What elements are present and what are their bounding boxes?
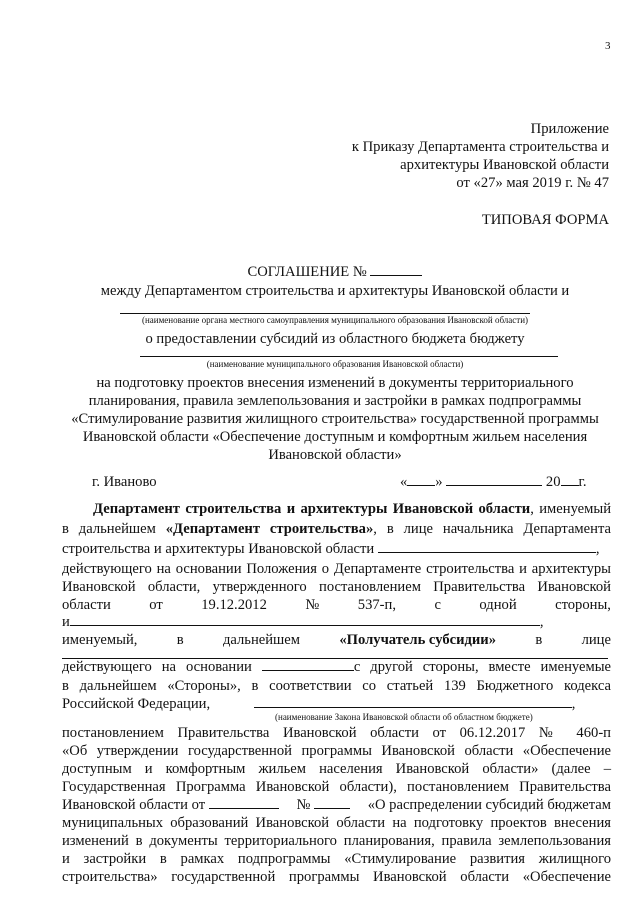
body-line: изменений в документы территориального планирования, правила землепользования	[62, 833, 611, 849]
body-line: муниципальных образований Ивановской области на подготовку проектов внесения	[62, 815, 611, 831]
body-text: Российской Федерации,	[62, 696, 211, 712]
typical-form-label: ТИПОВАЯ ФОРМА	[481, 212, 609, 228]
body-segment	[62, 796, 279, 814]
purpose-line: Ивановской области»	[268, 447, 402, 463]
body-line: постановлением Правительства Ивановской области от 06.12.2017 № 460-п	[62, 725, 611, 741]
body-word: именуемый,	[62, 632, 138, 648]
agreement-number-blank	[370, 263, 422, 276]
body-word: лице	[581, 632, 611, 648]
body-line	[62, 500, 611, 518]
annex-line: Приложение	[530, 121, 609, 137]
agreement-subsidy: о предоставлении субсидий из областного бюджета бюджету	[145, 331, 525, 347]
basis-blank	[262, 658, 354, 671]
fill-line	[120, 313, 530, 314]
body-text: «О распределении субсидий бюджетам	[367, 797, 611, 813]
year-blank	[561, 473, 579, 486]
body-line	[62, 658, 611, 676]
purpose-line: планирования, правила землепользования и застройки в рамках подпрограммы	[88, 393, 582, 409]
body-line: и застройки в рамках подпрограммы «Стимулирование развития жилищного	[62, 851, 611, 867]
body-text: , в лице начальника Департамента	[373, 521, 611, 537]
body-line: Государственная Программа Ивановской области), постановлением Правительства	[62, 779, 611, 795]
body-line	[62, 631, 611, 649]
body-line: доступным и комфортным жильем населения Ивановской области» (далее –	[62, 761, 611, 777]
body-text: и	[62, 614, 70, 630]
body-word: дальнейшем	[222, 632, 301, 648]
body-word: с	[434, 597, 441, 613]
department-short-name: «Департамент строительства»	[165, 521, 374, 537]
agreement-between: между Департаментом строительства и архитектуры Ивановской области и	[100, 283, 570, 299]
body-line: строительства» государственной программы Ивановской области «Обеспечение	[62, 869, 611, 885]
fill-line	[140, 356, 558, 357]
body-word: в	[535, 632, 543, 648]
place: г. Иваново	[92, 474, 157, 490]
caption-budget-law: (наименование Закона Ивановской области об областном бюджете)	[275, 712, 533, 722]
body-word: от	[149, 597, 163, 613]
date-year: 20	[545, 474, 561, 490]
body-line: Ивановской области, утвержденного постановлением Правительства Ивановской	[62, 579, 611, 595]
annex-line: от «27» мая 2019 г. № 47	[456, 175, 609, 191]
body-word: стороны,	[555, 597, 611, 613]
body-text: с другой стороны, вместе именуемые	[353, 659, 611, 675]
decree-date-blank	[209, 796, 279, 809]
body-line: Российской Федерации, ,	[62, 696, 576, 712]
annex-block	[352, 120, 609, 192]
body-word: 537-п,	[357, 597, 396, 613]
date-suffix: г.	[578, 474, 587, 490]
date-field	[400, 473, 587, 491]
caption-municipality: (наименование муниципального образования Ивановской области)	[206, 359, 464, 369]
body-word: области	[62, 597, 111, 613]
annex-line: архитектуры Ивановской области	[400, 157, 609, 173]
annex-line: к Приказу Департамента строительства и	[351, 139, 609, 155]
body-word: в	[176, 632, 184, 648]
month-blank	[446, 473, 542, 486]
body-word: 19.12.2012	[201, 597, 267, 613]
agreement-title	[60, 263, 610, 281]
body-text: в дальнейшем	[62, 521, 166, 537]
body-segment	[296, 796, 350, 814]
purpose-line: «Стимулирование развития жилищного строительства» государственной программы	[71, 411, 599, 427]
recipient-label: «Получатель субсидии»	[339, 632, 496, 648]
day-blank	[407, 473, 435, 486]
caption-local-authority: (наименование органа местного самоуправления муниципального образования Ивановской области)	[141, 315, 529, 325]
head-name-blank	[378, 540, 596, 553]
body-word: одной	[479, 597, 517, 613]
date-quote: »	[435, 474, 443, 490]
body-line	[62, 596, 611, 614]
recipient-blank	[70, 613, 540, 626]
page-number: 3	[605, 40, 611, 52]
body-line: строительства и архитектуры Ивановской области ,	[62, 541, 600, 557]
budget-law-blank	[254, 695, 572, 708]
agreement-title-text: СОГЛАШЕНИЕ №	[247, 264, 367, 280]
body-text: Ивановской области от	[62, 797, 206, 813]
department-name: Департамент строительства и архитектуры Ивановской области	[93, 501, 531, 517]
body-line: и ,	[62, 614, 544, 630]
purpose-line: Ивановской области «Обеспечение доступным и комфортным жильем населения	[82, 429, 588, 445]
body-line: действующего на основании Положения о Департаменте строительства и архитектуры	[62, 561, 611, 577]
body-word: №	[305, 597, 320, 613]
body-text: действующего на основании	[62, 659, 252, 675]
decree-number-blank	[314, 796, 350, 809]
body-text: , именуемый	[530, 501, 612, 517]
body-text: строительства и архитектуры Ивановской области	[62, 541, 375, 557]
body-line	[62, 796, 611, 814]
date-quote: «	[400, 474, 408, 490]
body-line	[62, 520, 611, 538]
body-line: «Об утверждении государственной программы Ивановской области «Обеспечение	[62, 743, 611, 759]
purpose-line: на подготовку проектов внесения изменений в документы территориального	[96, 375, 574, 391]
body-line: в дальнейшем «Стороны», в соответствии со статьей 139 Бюджетного кодекса	[62, 678, 611, 694]
body-text: №	[296, 797, 311, 813]
